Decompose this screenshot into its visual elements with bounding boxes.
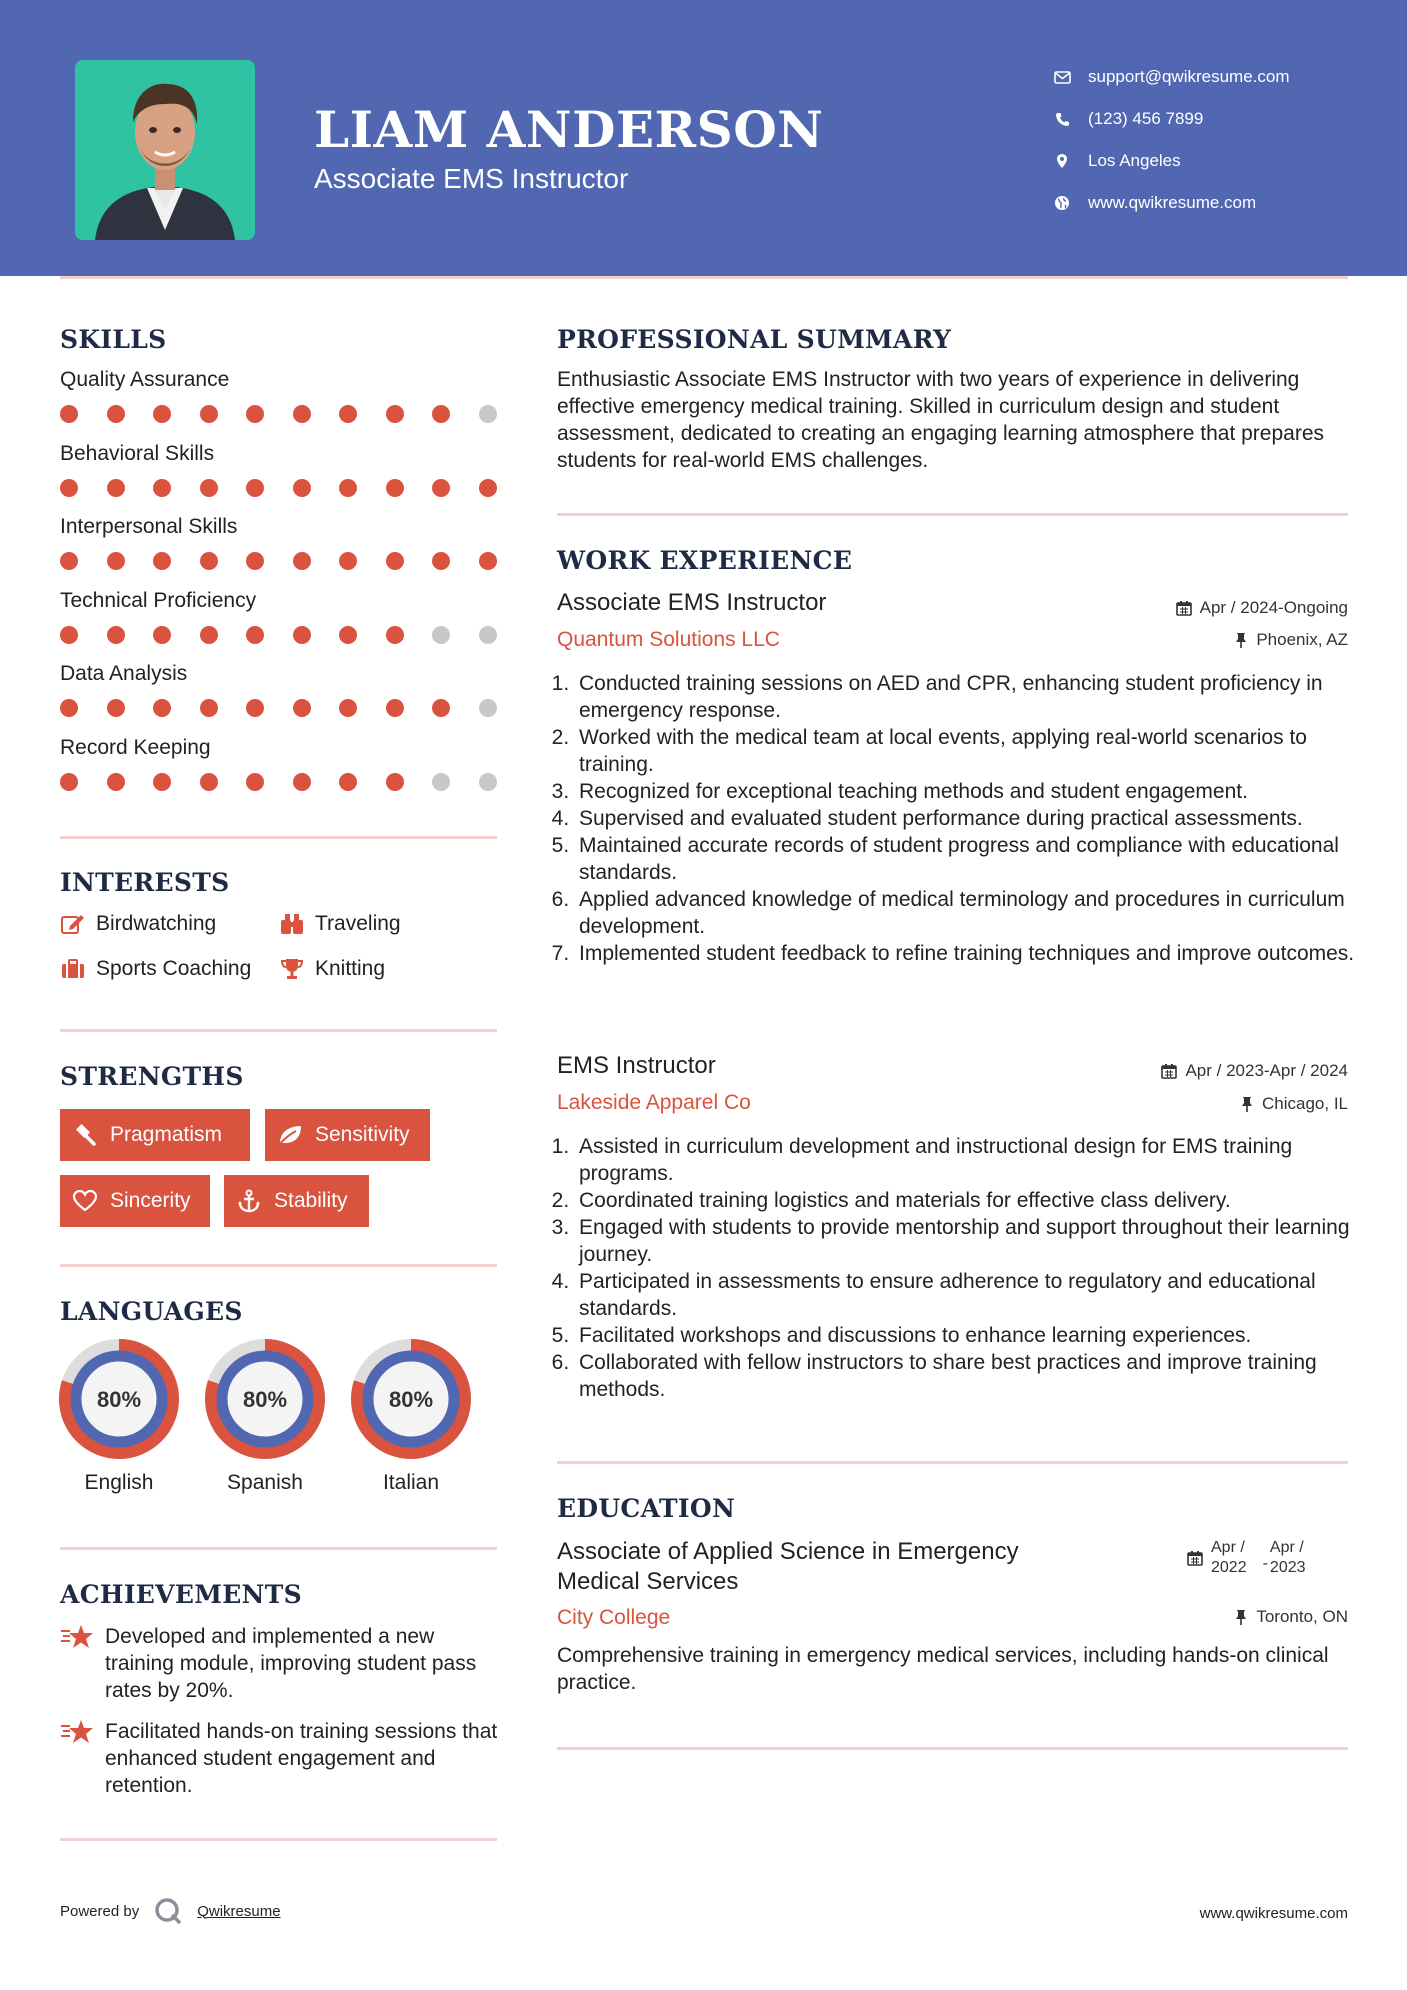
rating-dot [107, 699, 125, 717]
rating-dot [200, 699, 218, 717]
job-dates [1161, 1061, 1348, 1081]
skills-divider [60, 836, 497, 839]
rating-dot [246, 699, 264, 717]
task-item: 6. Collaborated with fellow instructors to share best practices and improve training methods. [575, 1349, 1362, 1403]
contact-phone[interactable] [1052, 98, 1290, 140]
job-company: Lakeside Apparel Co [557, 1091, 751, 1114]
rating-dot [432, 626, 450, 644]
language-item [57, 1337, 181, 1495]
rating-dot [479, 699, 497, 717]
rating-dot [200, 626, 218, 644]
strengths-title: STRENGTHS [60, 1062, 244, 1091]
rating-dot [60, 699, 78, 717]
rating-dot [293, 479, 311, 497]
envelope-icon [1052, 67, 1072, 87]
binoculars-icon [279, 911, 305, 937]
language-ring [203, 1337, 327, 1461]
interests-title: INTERESTS [60, 868, 230, 897]
skill-rating [60, 626, 525, 644]
rating-dot [60, 405, 78, 423]
interests-divider [60, 1029, 497, 1032]
heart-icon [72, 1188, 98, 1214]
rating-dot [293, 552, 311, 570]
contact-website-text: www.qwikresume.com [1088, 193, 1257, 212]
strength-label: Sincerity [110, 1189, 191, 1212]
interest-label: Sports Coaching [96, 957, 252, 980]
calendar-icon [1187, 1550, 1203, 1566]
rating-dot [432, 479, 450, 497]
skill-name: Technical Proficiency [60, 588, 257, 612]
rating-dot [153, 479, 171, 497]
strengths-divider [60, 1264, 497, 1267]
pushpin-icon [1234, 1609, 1248, 1625]
star-medal-icon [60, 1718, 94, 1748]
strength-tag [224, 1175, 369, 1227]
task-item: 6. Applied advanced knowledge of medical terminology and procedures in curriculum development. [575, 886, 1362, 940]
interest-item [60, 911, 216, 937]
calendar-icon [1176, 600, 1192, 616]
rating-dot [339, 479, 357, 497]
rating-dot [246, 626, 264, 644]
degree-title [557, 1537, 1117, 1597]
rating-dot [479, 405, 497, 423]
gavel-icon [72, 1122, 98, 1148]
task-item: 2. Coordinated training logistics and materials for effective class delivery. [575, 1187, 1362, 1214]
rating-dot [479, 479, 497, 497]
rating-dot [153, 699, 171, 717]
education-start-month: Apr / [1211, 1539, 1245, 1556]
rating-dot [60, 773, 78, 791]
rating-dot [339, 552, 357, 570]
summary-title: PROFESSIONAL SUMMARY [557, 325, 952, 354]
skill-rating [60, 699, 525, 717]
rating-dot [246, 479, 264, 497]
task-item: 5. Facilitated workshops and discussions to enhance learning experiences. [575, 1322, 1362, 1349]
education-divider [557, 1747, 1348, 1750]
job-location [1240, 1094, 1348, 1114]
pencil-square-icon [60, 911, 86, 937]
language-item [203, 1337, 327, 1495]
task-item: 4. Participated in assessments to ensure adherence to regulatory and educational standards. [575, 1268, 1362, 1322]
achievements-title: ACHIEVEMENTS [60, 1580, 302, 1609]
rating-dot [107, 773, 125, 791]
education-description: Comprehensive training in emergency medical services, including hands-on clinical practice. [557, 1644, 1329, 1694]
powered-by-text: Powered by [60, 1902, 140, 1920]
rating-dot [153, 626, 171, 644]
skill-name: Interpersonal Skills [60, 515, 238, 538]
rating-dot [153, 773, 171, 791]
rating-dot [432, 773, 450, 791]
skill-rating [60, 405, 525, 423]
rating-dot [293, 405, 311, 423]
task-item: 4. Supervised and evaluated student performance during practical assessments. [575, 805, 1362, 832]
language-name: English [84, 1471, 154, 1494]
rating-dot [246, 773, 264, 791]
resume-header [0, 0, 1407, 276]
job-location [1234, 630, 1348, 650]
task-item: 3. Engaged with students to provide mentorship and support throughout their learning journey. [575, 1214, 1362, 1268]
rating-dot [386, 552, 404, 570]
calendar-icon [1161, 1063, 1177, 1079]
rating-dot [432, 405, 450, 423]
rating-dot [293, 773, 311, 791]
summary-text: Enthusiastic Associate EMS Instructor with two years of experience in delivering effective emergency medical training. Skilled in curriculum design and student assessment, dedicated to creating an engaging learning atmosphere that prepares students for real-world EMS challenges. [557, 368, 1324, 472]
language-name: Spanish [227, 1471, 303, 1494]
briefcase-icon [60, 956, 86, 982]
task-item: 7. Implemented student feedback to refine training techniques and improve outcomes. [575, 940, 1362, 967]
footer-website[interactable]: www.qwikresume.com [1199, 1905, 1348, 1922]
profile-photo [75, 60, 255, 240]
rating-dot [107, 405, 125, 423]
rating-dot [386, 699, 404, 717]
strength-tag [60, 1175, 210, 1227]
rating-dot [432, 699, 450, 717]
skills-title: SKILLS [60, 325, 167, 354]
trophy-icon [279, 956, 305, 982]
job-task-list [557, 1133, 1362, 1403]
rating-dot [60, 552, 78, 570]
contact-list [1052, 56, 1290, 224]
education-date-dash: - [1262, 1555, 1268, 1572]
summary-divider [557, 513, 1348, 516]
task-item: 3. Recognized for exceptional teaching methods and student engagement. [575, 778, 1362, 805]
rating-dot [479, 773, 497, 791]
job-company: Quantum Solutions LLC [557, 628, 780, 651]
achievement-text: Developed and implemented a new training module, improving student pass rates by 20%. [105, 1625, 477, 1702]
language-item [349, 1337, 473, 1495]
rating-dot [293, 626, 311, 644]
strength-label: Sensitivity [315, 1123, 410, 1146]
pushpin-icon [1234, 632, 1248, 648]
rating-dot [339, 626, 357, 644]
rating-dot [107, 479, 125, 497]
education-end-month: Apr / [1269, 1539, 1304, 1556]
rating-dot [479, 626, 497, 644]
phone-icon [1052, 109, 1072, 129]
experience-title: WORK EXPERIENCE [557, 546, 853, 575]
header-divider [60, 276, 1348, 279]
job-dates [1176, 598, 1348, 618]
strength-tag [265, 1109, 430, 1161]
language-name: Italian [382, 1471, 440, 1494]
rating-dot [200, 773, 218, 791]
rating-dot [339, 773, 357, 791]
rating-dot [293, 699, 311, 717]
language-ring [349, 1337, 473, 1461]
skill-name: Quality Assurance [60, 368, 230, 391]
rating-dot [60, 479, 78, 497]
language-percent: 80% [96, 1387, 142, 1412]
candidate-name: LIAM ANDERSON [314, 100, 824, 159]
education-start-year: 2022 [1211, 1559, 1247, 1576]
rating-dot [107, 552, 125, 570]
rating-dot [386, 405, 404, 423]
task-item: 5. Maintained accurate records of student progress and compliance with educational standards. [575, 832, 1362, 886]
language-percent: 80% [242, 1387, 288, 1412]
contact-phone-text: (123) 456 7899 [1088, 109, 1204, 128]
interest-label: Birdwatching [96, 912, 217, 935]
contact-location [1052, 140, 1290, 182]
map-pin-icon [1052, 151, 1072, 171]
rating-dot [200, 405, 218, 423]
job-location-text: Chicago, IL [1262, 1094, 1348, 1113]
education-dates [1187, 1538, 1306, 1578]
skill-name: Data Analysis [60, 662, 188, 685]
rating-dot [153, 552, 171, 570]
rating-dot [339, 405, 357, 423]
task-item: 2. Worked with the medical team at local events, applying real-world scenarios to training. [575, 724, 1362, 778]
leaf-icon [277, 1122, 303, 1148]
rating-dot [200, 479, 218, 497]
rating-dot [246, 405, 264, 423]
globe-icon [1052, 193, 1072, 213]
qwikresume-logo-icon [153, 1896, 183, 1926]
contact-location-text: Los Angeles [1088, 151, 1181, 170]
languages-title: LANGUAGES [60, 1297, 243, 1326]
job-task-list [557, 670, 1362, 967]
interest-item [279, 956, 385, 982]
rating-dot [200, 552, 218, 570]
interest-item [60, 956, 251, 982]
skill-rating [60, 479, 525, 497]
achievement-item [60, 1718, 500, 1799]
education-school: City College [557, 1606, 671, 1629]
footer-powered-by [60, 1896, 281, 1926]
languages-divider [60, 1547, 497, 1550]
candidate-role: Associate EMS Instructor [314, 163, 629, 194]
job-title: EMS Instructor [557, 1052, 716, 1079]
strength-tag [60, 1109, 250, 1161]
achievement-item [60, 1623, 500, 1704]
experience-divider [557, 1461, 1348, 1464]
education-location [1234, 1607, 1348, 1627]
rating-dot [60, 626, 78, 644]
achievement-text: Facilitated hands-on training sessions that enhanced student engagement and retention. [105, 1720, 498, 1797]
job-location-text: Phoenix, AZ [1256, 630, 1348, 649]
qwikresume-link[interactable]: Qwikresume [197, 1902, 281, 1920]
contact-email-text: support@qwikresume.com [1088, 67, 1290, 86]
task-item: 1. Conducted training sessions on AED and CPR, enhancing student proficiency in emergency response. [575, 670, 1362, 724]
education-end [1270, 1538, 1306, 1578]
job-dates-text: Apr / 2023-Apr / 2024 [1185, 1061, 1348, 1080]
education-title: EDUCATION [557, 1494, 736, 1523]
rating-dot [386, 773, 404, 791]
pushpin-icon [1240, 1096, 1254, 1112]
interest-item [279, 911, 401, 937]
skill-rating [60, 773, 525, 791]
rating-dot [432, 552, 450, 570]
rating-dot [386, 479, 404, 497]
star-medal-icon [60, 1623, 94, 1653]
rating-dot [479, 552, 497, 570]
skill-name: Behavioral Skills [60, 441, 215, 465]
interest-label: Traveling [315, 912, 401, 935]
rating-dot [153, 405, 171, 423]
strength-label: Stability [274, 1189, 348, 1212]
strength-label: Pragmatism [110, 1123, 223, 1146]
achievements-divider [60, 1838, 497, 1841]
language-percent: 80% [388, 1387, 434, 1412]
education-location-text: Toronto, ON [1256, 1607, 1348, 1626]
rating-dot [339, 699, 357, 717]
person-portrait-icon [75, 60, 255, 240]
rating-dot [386, 626, 404, 644]
rating-dot [107, 626, 125, 644]
rating-dot [246, 552, 264, 570]
degree-line-2: Medical Services [557, 1568, 739, 1595]
interest-label: Knitting [315, 957, 386, 980]
contact-email[interactable] [1052, 56, 1290, 98]
contact-website[interactable] [1052, 182, 1290, 224]
skill-rating [60, 552, 525, 570]
job-dates-text: Apr / 2024-Ongoing [1199, 598, 1348, 617]
skill-name: Record Keeping [60, 735, 211, 759]
task-item: 1. Assisted in curriculum development and instructional design for EMS training programs. [575, 1133, 1362, 1187]
anchor-icon [236, 1188, 262, 1214]
language-ring [57, 1337, 181, 1461]
job-title: Associate EMS Instructor [557, 589, 827, 616]
degree-line-1: Associate of Applied Science in Emergency [557, 1538, 1019, 1565]
education-start [1211, 1538, 1247, 1578]
education-end-year: 2023 [1269, 1559, 1306, 1576]
